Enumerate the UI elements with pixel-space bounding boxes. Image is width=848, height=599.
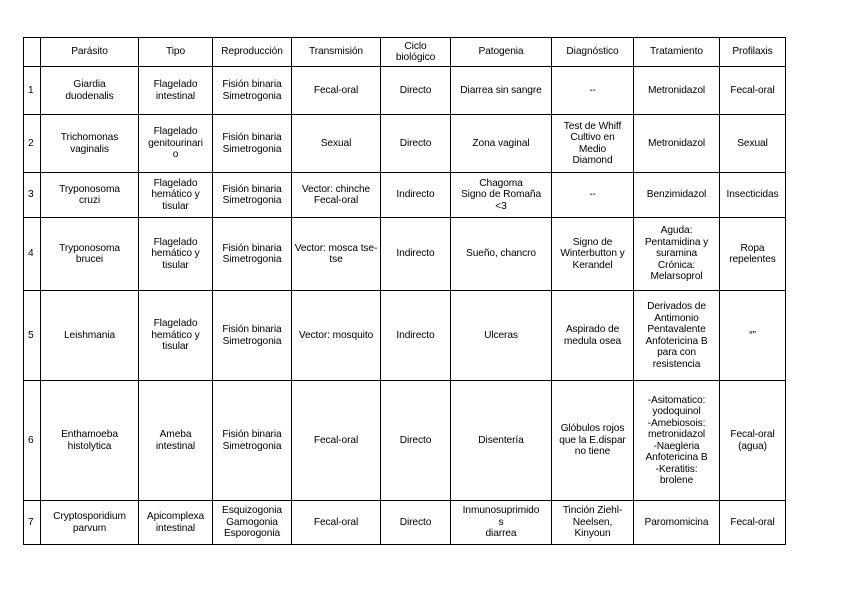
cell-reproduction: Fisión binaria Simetrogonia	[213, 67, 292, 115]
table-row	[24, 218, 786, 291]
header-cell-pathogenesis: Patogenia	[451, 38, 552, 67]
cell-treatment: Aguda: Pentamidina y suramina Crónica: Melarsoprol	[634, 218, 720, 291]
row-number: 7	[24, 501, 41, 545]
cell-parasite: Tryponosoma cruzi	[41, 173, 139, 218]
cell-cycle: Indirecto	[381, 173, 451, 218]
table-row	[24, 381, 786, 501]
row-number: 2	[24, 115, 41, 173]
row-number: 3	[24, 173, 41, 218]
cell-parasite: Tryponosoma brucei	[41, 218, 139, 291]
cell-treatment: Metronidazol	[634, 115, 720, 173]
cell-transmission: Sexual	[292, 115, 381, 173]
cell-treatment: Benzimidazol	[634, 173, 720, 218]
row-number: 5	[24, 291, 41, 381]
cell-cycle: Directo	[381, 501, 451, 545]
cell-parasite: Giardia duodenalis	[41, 67, 139, 115]
table-row	[24, 115, 786, 173]
cell-reproduction: Esquizogonia Gamogonia Esporogonia	[213, 501, 292, 545]
cell-treatment: -Asitomatico: yodoquinol -Amebiosois: metronidazol -Naegleria Anfotericina B -Keratitis: brolene	[634, 381, 720, 501]
cell-diagnosis: Tinción Ziehl- Neelsen, Kinyoun	[552, 501, 634, 545]
cell-reproduction: Fisión binaria Simetrogonia	[213, 381, 292, 501]
header-cell-treatment: Tratamiento	[634, 38, 720, 67]
parasite-table	[23, 37, 786, 545]
cell-transmission: Vector: mosquito	[292, 291, 381, 381]
row-number: 1	[24, 67, 41, 115]
table-row	[24, 501, 786, 545]
cell-cycle: Directo	[381, 115, 451, 173]
header-cell-cycle: Ciclo biológico	[381, 38, 451, 67]
cell-reproduction: Fisión binaria Simetrogonia	[213, 218, 292, 291]
cell-pathogenesis: Sueño, chancro	[451, 218, 552, 291]
cell-cycle: Directo	[381, 381, 451, 501]
table-row	[24, 173, 786, 218]
cell-transmission: Fecal-oral	[292, 501, 381, 545]
header-row	[24, 38, 786, 67]
cell-transmission: Fecal-oral	[292, 381, 381, 501]
cell-treatment: Metronidazol	[634, 67, 720, 115]
cell-parasite: Enthamoeba histolytica	[41, 381, 139, 501]
cell-pathogenesis: Ulceras	[451, 291, 552, 381]
cell-pathogenesis: Inmunosuprimido s diarrea	[451, 501, 552, 545]
cell-treatment: Paromomicina	[634, 501, 720, 545]
cell-cycle: Indirecto	[381, 218, 451, 291]
parasite-table-container	[23, 37, 786, 545]
cell-diagnosis: Aspirado de medula osea	[552, 291, 634, 381]
cell-type: Flagelado intestinal	[139, 67, 213, 115]
cell-prophylaxis: Fecal-oral	[720, 501, 786, 545]
header-cell-index	[24, 38, 41, 67]
header-cell-parasite: Parásito	[41, 38, 139, 67]
cell-pathogenesis: Chagoma Signo de Romaña <3	[451, 173, 552, 218]
cell-transmission: Vector: chinche Fecal-oral	[292, 173, 381, 218]
cell-prophylaxis: Sexual	[720, 115, 786, 173]
cell-type: Flagelado genitourinari o	[139, 115, 213, 173]
cell-parasite: Cryptosporidium parvum	[41, 501, 139, 545]
cell-treatment: Derivados de Antimonio Pentavalente Anfotericina B para con resistencia	[634, 291, 720, 381]
cell-transmission: Fecal-oral	[292, 67, 381, 115]
cell-transmission: Vector: mosca tse- tse	[292, 218, 381, 291]
cell-parasite: Trichomonas vaginalis	[41, 115, 139, 173]
cell-cycle: Directo	[381, 67, 451, 115]
cell-diagnosis: Test de Whiff Cultivo en Medio Diamond	[552, 115, 634, 173]
cell-pathogenesis: Disentería	[451, 381, 552, 501]
table-row	[24, 291, 786, 381]
cell-reproduction: Fisión binaria Simetrogonia	[213, 291, 292, 381]
cell-type: Flagelado hemático y tisular	[139, 173, 213, 218]
cell-type: Apicomplexa intestinal	[139, 501, 213, 545]
cell-pathogenesis: Zona vaginal	[451, 115, 552, 173]
row-number: 6	[24, 381, 41, 501]
cell-diagnosis: --	[552, 67, 634, 115]
header-cell-transmission: Transmisión	[292, 38, 381, 67]
table-row	[24, 67, 786, 115]
header-cell-type: Tipo	[139, 38, 213, 67]
cell-reproduction: Fisión binaria Simetrogonia	[213, 115, 292, 173]
cell-prophylaxis: “”	[720, 291, 786, 381]
cell-prophylaxis: Ropa repelentes	[720, 218, 786, 291]
cell-type: Ameba intestinal	[139, 381, 213, 501]
header-cell-reproduction: Reproducción	[213, 38, 292, 67]
cell-diagnosis: Signo de Winterbutton y Kerandel	[552, 218, 634, 291]
cell-cycle: Indirecto	[381, 291, 451, 381]
row-number: 4	[24, 218, 41, 291]
header-cell-diagnosis: Diagnóstico	[552, 38, 634, 67]
cell-prophylaxis: Fecal-oral (agua)	[720, 381, 786, 501]
cell-pathogenesis: Diarrea sin sangre	[451, 67, 552, 115]
cell-prophylaxis: Fecal-oral	[720, 67, 786, 115]
cell-type: Flagelado hemático y tisular	[139, 291, 213, 381]
cell-parasite: Leishmania	[41, 291, 139, 381]
header-cell-prophylaxis: Profilaxis	[720, 38, 786, 67]
cell-type: Flagelado hemático y tisular	[139, 218, 213, 291]
cell-diagnosis: Glóbulos rojos que la E.dispar no tiene	[552, 381, 634, 501]
cell-diagnosis: --	[552, 173, 634, 218]
cell-reproduction: Fisión binaria Simetrogonia	[213, 173, 292, 218]
cell-prophylaxis: Insecticidas	[720, 173, 786, 218]
